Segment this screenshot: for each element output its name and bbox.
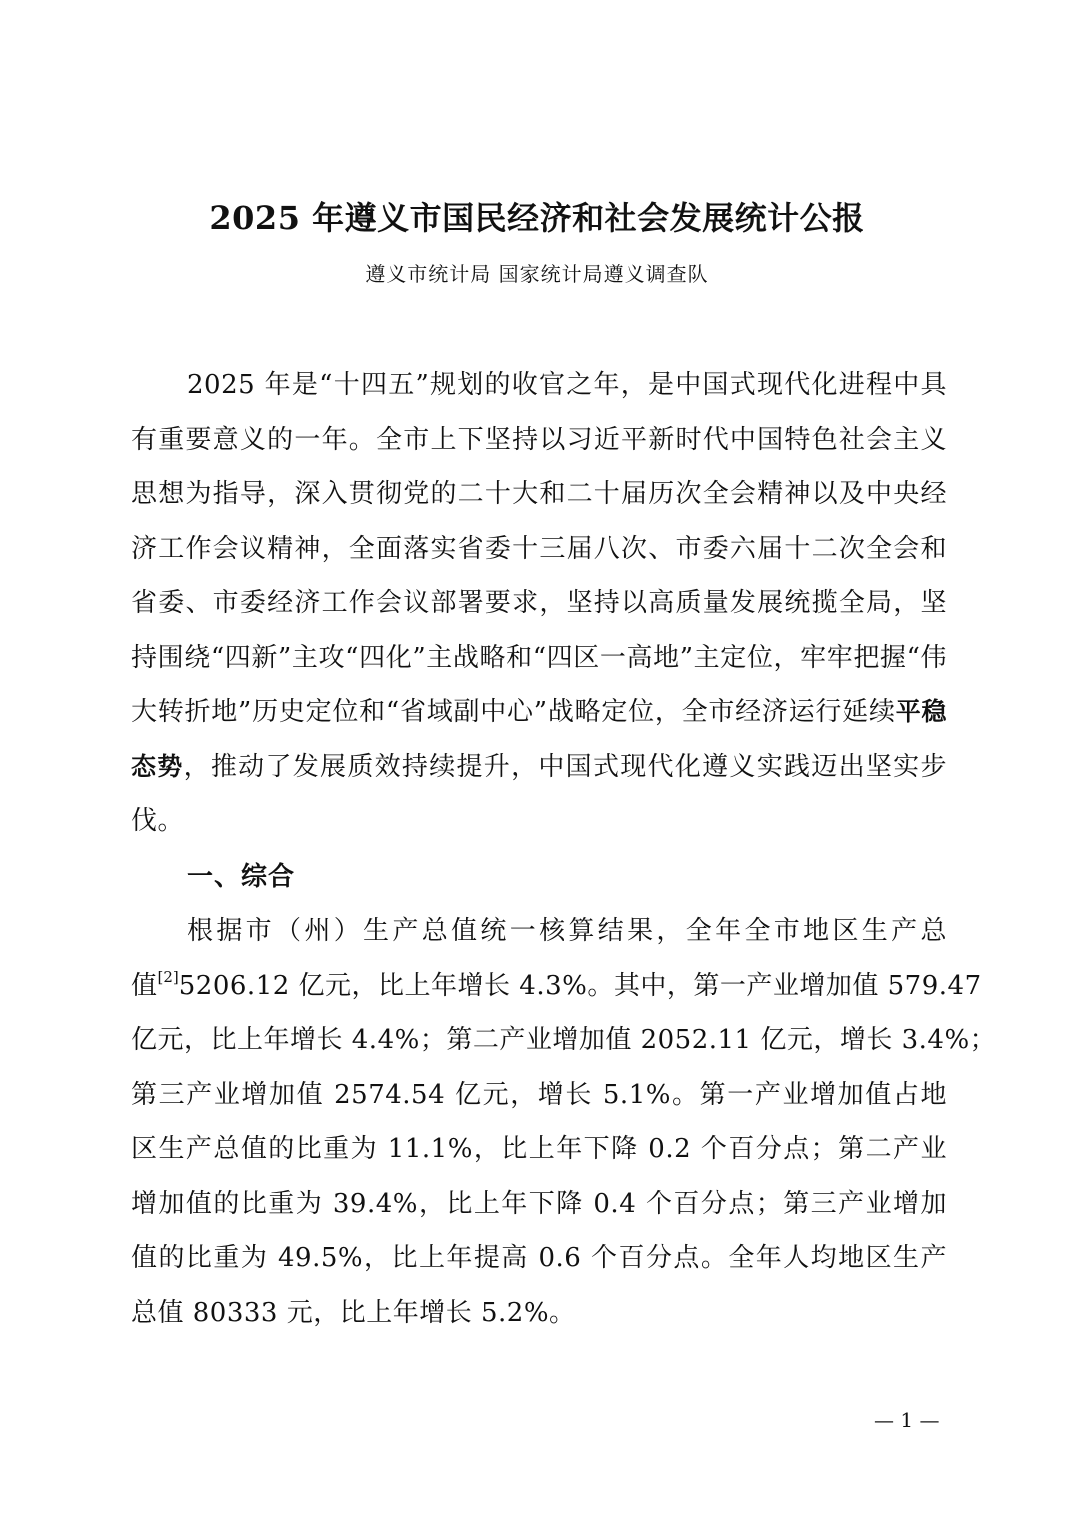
footnote-marker: [2] xyxy=(157,967,179,986)
overview-line: 第三产业增加值 2574.54 亿元，增长 5.1%。第一产业增加值占地 xyxy=(131,1079,947,1110)
overview-line: 值的比重为 49.5%，比上年提高 0.6 个百分点。全年人均地区生产 xyxy=(131,1243,947,1273)
page-number: — 1 — xyxy=(874,1408,940,1432)
intro-text-before: 2025 年是“十四五”规划的收官之年，是中国式现代化进程中具有重要意义的一年。全市上下坚持以习近平新时代中国特色社会主义思想为指导，深入贯彻党的二十大和二十届历次全会精神以及中央经济工作会议精神，全面落实省委十三届八次、市委六届十二次全会和省委、市委经济工作会议部署要求，坚持以高质量发展统揽全局，坚持围绕“四新”主攻“四化”主战略和“四区一高地”主定位，牢牢把握“伟大转折地”历史定位和“省域副中心”战略定位，全市经济运行延续 xyxy=(131,370,947,727)
intro-paragraph xyxy=(131,358,947,849)
overview-line xyxy=(131,959,982,1014)
overview-line: 总值 80333 元，比上年增长 5.2%。 xyxy=(131,1297,576,1328)
overview-line-start: 值 xyxy=(131,970,158,1001)
overview-line-rest: 5206.12 亿元，比上年增长 4.3%。其中，第一产业增加值 579.47 xyxy=(178,970,982,1001)
section-heading-overview: 一、综合 xyxy=(187,862,296,892)
overview-line: 增加值的比重为 39.4%，比上年下降 0.4 个百分点；第三产业增加 xyxy=(131,1188,947,1219)
overview-line: 区生产总值的比重为 11.1%，比上年下降 0.2 个百分点；第二产业 xyxy=(131,1134,947,1164)
overview-line: 亿元，比上年增长 4.4%；第二产业增加值 2052.11 亿元，增长 3.4%； xyxy=(131,1025,997,1055)
overview-line: 根据市（州）生产总值统一核算结果，全年全市地区生产总 xyxy=(187,916,947,946)
intro-text-after: ，推动了发展质效持续提升，中国式现代化遵义实践迈出坚实步伐。 xyxy=(131,751,947,836)
overview-paragraph xyxy=(131,904,997,1340)
intro-emphasis: 平稳态势 xyxy=(131,697,947,781)
document-title: 2025 年遵义市国民经济和社会发展统计公报 xyxy=(209,199,865,237)
document-authors: 遵义市统计局 国家统计局遵义调查队 xyxy=(365,262,709,286)
